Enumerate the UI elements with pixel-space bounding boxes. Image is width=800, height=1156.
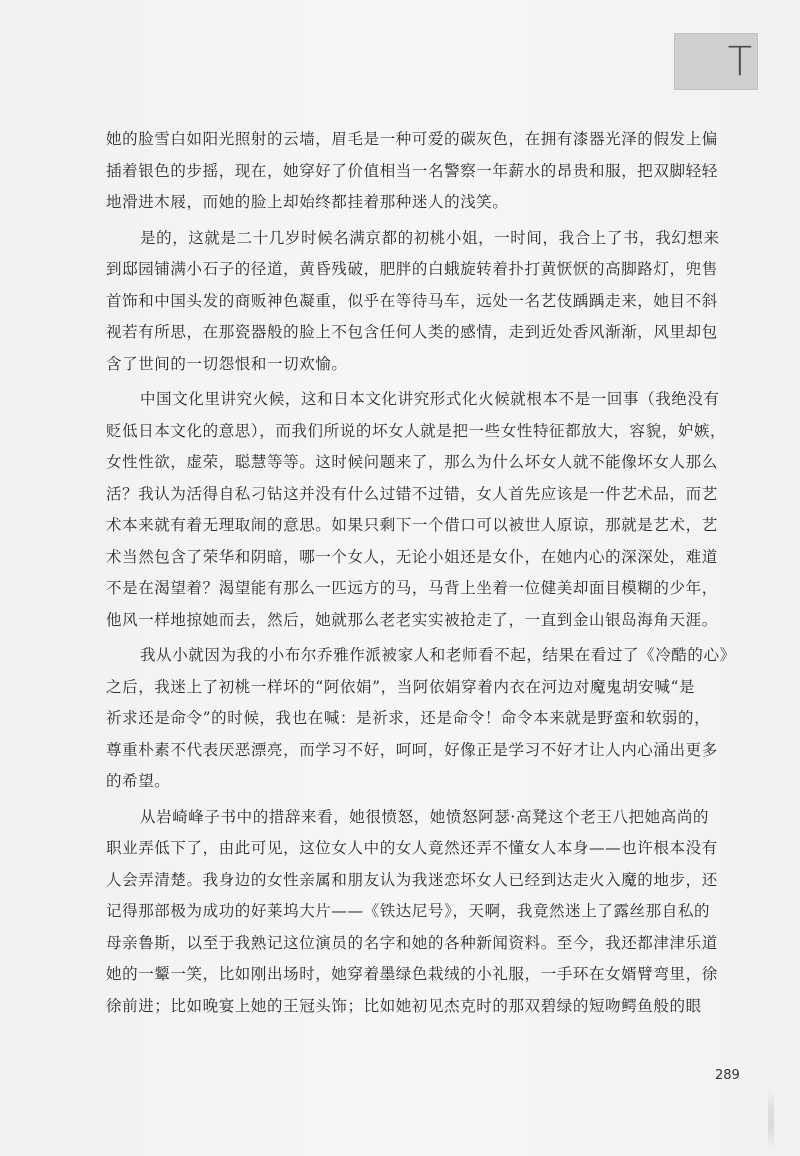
text-line: 视若有所思，在那瓷器般的脸上不包含任何人类的感情，走到近处香风渐渐，风里却包 xyxy=(106,323,718,341)
body-text xyxy=(106,124,770,1026)
chapter-letter: T xyxy=(727,39,752,85)
text-line: 术本来就有着无理取闹的意思。如果只剩下一个借口可以被世人原谅，那就是艺术，艺 xyxy=(106,516,718,534)
text-line: 活？我认为活得自私刁钻这并没有什么过错不过错，女人首先应该是一件艺术品，而艺 xyxy=(106,484,718,503)
text-line: 她的脸雪白如阳光照射的云墙，眉毛是一种可爱的碳灰色，在拥有漆器光泽的假发上偏 xyxy=(106,130,718,148)
text-line: 地滑进木屐，而她的脸上却始终都挂着那种迷人的浅笑。 xyxy=(106,193,509,211)
text-line: 尊重朴素不代表厌恶漂亮，而学习不好，呵呵，好像正是学习不好才让人内心涌出更多 xyxy=(106,740,718,759)
text-line: 之后，我迷上了初桃一样坏的“阿依娟”，当阿依娟穿着内衣在河边对魔鬼胡安喊“是 xyxy=(106,677,696,696)
text-line: 中国文化里讲究火候，这和日本文化讲究形式化火候就根本不是一回事（我绝没有 xyxy=(140,390,720,408)
page-number: 289 xyxy=(715,1068,740,1083)
text-line: 是的，这就是二十几岁时候名满京都的初桃小姐，一时间，我合上了书，我幻想来 xyxy=(140,228,720,247)
text-line: 到邸园铺满小石子的径道，黄昏残破，肥胖的白蛾旋转着扑打黄恹恹的高脚路灯，兜售 xyxy=(106,260,718,278)
text-line: 女性性欲，虚荣，聪慧等等。这时候问题来了，那么为什么坏女人就不能像坏女人那么 xyxy=(106,453,718,471)
page-edge-shadow xyxy=(768,1090,774,1150)
paragraph-2 xyxy=(106,223,770,381)
text-line: 我从小就因为我的小布尔乔雅作派被家人和老师看不起，结果在看过了《冷酷的心》 xyxy=(140,646,736,664)
paragraph-1 xyxy=(106,124,770,219)
chapter-tab xyxy=(674,33,758,90)
text-line: 人会弄清楚。我身边的女性亲属和朋友认为我迷恋坏女人已经到达走火入魔的地步，还 xyxy=(106,870,718,889)
text-line: 不是在渴望着？渴望能有那么一匹远方的马，马背上坐着一位健美却面目模糊的少年， xyxy=(106,579,718,597)
text-line: 母亲鲁斯，以至于我熟记这位演员的名字和她的各种新闻资料。至今，我还都津津乐道 xyxy=(106,933,718,952)
text-line: 职业弄低下了，由此可见，这位女人中的女人竟然还弄不懂女人本身——也许根本没有 xyxy=(106,839,718,857)
paragraph-5 xyxy=(106,802,770,1023)
text-line: 首饰和中国头发的商贩神色凝重，似乎在等待马车，远处一名艺伎踽踽走来，她目不斜 xyxy=(106,291,718,310)
text-line: 术当然包含了荣华和阴暗，哪一个女人，无论小姐还是女仆，在她内心的深深处，难道 xyxy=(106,547,718,566)
text-line: 插着银色的步摇，现在，她穿好了价值相当一名警察一年薪水的昂贵和服，把双脚轻轻 xyxy=(106,161,718,180)
paragraph-3 xyxy=(106,384,770,636)
text-line: 记得那部极为成功的好莱坞大片——《铁达尼号》，天啊，我竟然迷上了露丝那自私的 xyxy=(106,902,711,920)
paragraph-4 xyxy=(106,640,770,798)
text-line: 贬低日本文化的意思），而我们所说的坏女人就是把一些女性特征都放大，容貌，妒嫉， xyxy=(106,421,727,440)
text-line: 祈求还是命令”的时候，我也在喊：是祈求，还是命令！命令本来就是野蛮和软弱的， xyxy=(106,709,711,727)
text-line: 的希望。 xyxy=(106,772,171,790)
text-line: 徐前进；比如晚宴上她的王冠头饰；比如她初见杰克时的那双碧绿的短吻鳄鱼般的眼 xyxy=(106,996,702,1015)
text-line: 她的一颦一笑，比如刚出场时，她穿着墨绿色栽绒的小礼服，一手环在女婿臂弯里，徐 xyxy=(106,965,718,983)
text-line: 从岩崎峰子书中的措辞来看，她很愤怒，她愤怒阿瑟·高凳这个老王八把她高尚的 xyxy=(140,807,710,826)
text-line: 含了世间的一切怨恨和一切欢愉。 xyxy=(106,354,348,373)
text-line: 他风一样地掠她而去，然后，她就那么老老实实被抢走了，一直到金山银岛海角天涯。 xyxy=(106,610,718,629)
